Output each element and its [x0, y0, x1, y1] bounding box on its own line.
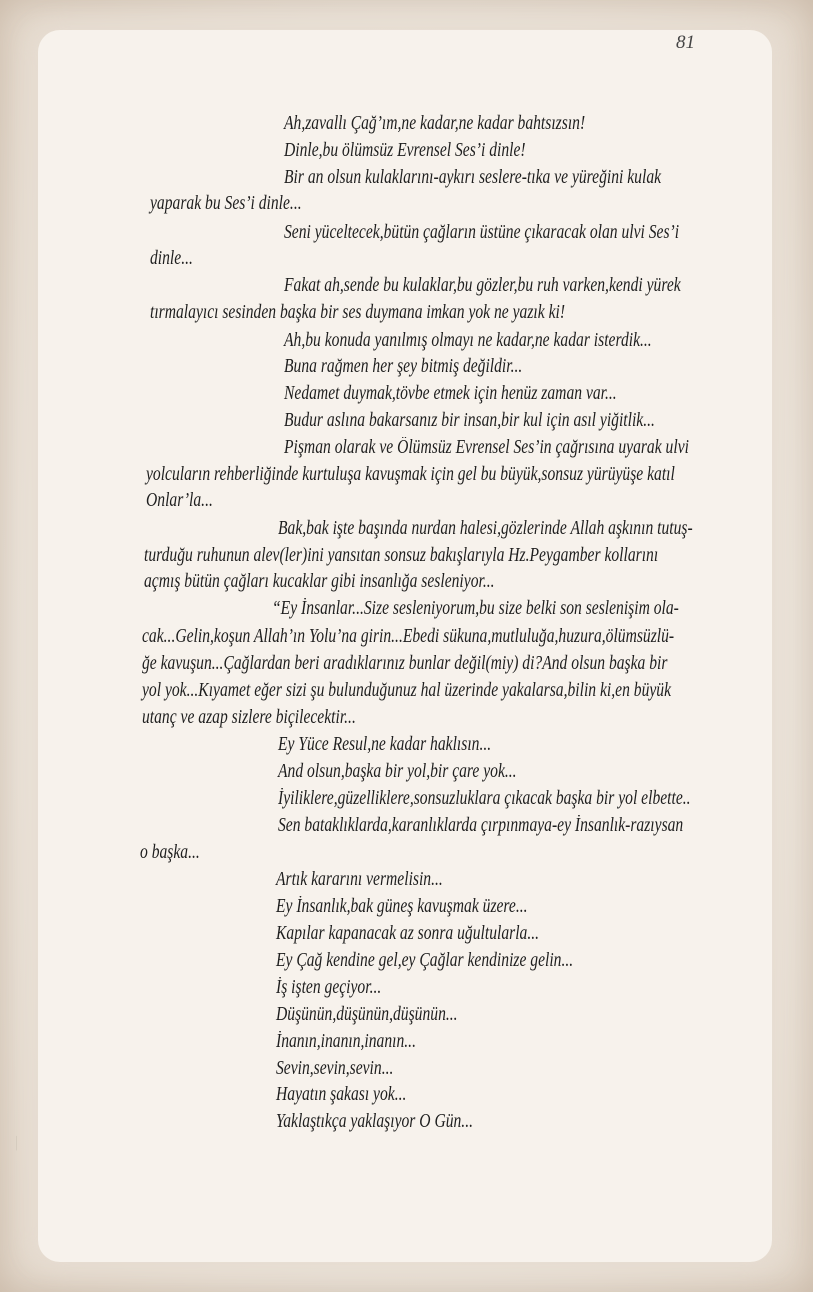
text-line: “Ey İnsanlar...Size sesleniyorum,bu size belki son seslenişim ola- [272, 598, 679, 619]
text-line: tırmalayıcı sesinden başka bir ses duymana imkan yok ne yazık ki! [150, 302, 566, 323]
text-line: yolcuların rehberliğinde kurtuluşa kavuşmak için gel bu büyük,sonsuz yürüyüşe katıl [146, 464, 675, 485]
text-line: Ah,zavallı Çağ’ım,ne kadar,ne kadar bahtsızsın! [284, 113, 586, 134]
margin-scribble-mark: ⸺ [12, 1135, 22, 1151]
text-line: Fakat ah,sende bu kulaklar,bu gözler,bu ruh varken,kendi yürek [284, 275, 681, 296]
text-line: cak...Gelin,koşun Allah’ın Yolu’na girin...Ebedi sükuna,mutluluğa,huzura,ölümsüzlü- [142, 626, 675, 647]
text-line: İş işten geçiyor... [276, 977, 382, 998]
text-line: açmış bütün çağları kucaklar gibi insanlığa sesleniyor... [144, 571, 495, 592]
text-line: yol yok...Kıyamet eğer sizi şu bulunduğunuz hal üzerinde yakalarsa,bilin ki,en büyük [142, 680, 672, 701]
text-line: Hayatın şakası yok... [276, 1084, 407, 1105]
text-line: Ey İnsanlık,bak güneş kavuşmak üzere... [276, 896, 528, 917]
page-number: 81 [676, 32, 695, 53]
text-line: dinle... [150, 248, 193, 269]
text-line: Dinle,bu ölümsüz Evrensel Ses’i dinle! [284, 140, 526, 161]
text-line: Kapılar kapanacak az sonra uğultularla... [276, 923, 540, 944]
text-line: Artık kararını vermelisin... [276, 869, 443, 890]
text-line: Nedamet duymak,tövbe etmek için henüz zaman var... [284, 383, 617, 404]
text-line: Ey Çağ kendine gel,ey Çağlar kendinize gelin... [276, 950, 574, 971]
text-line: Pişman olarak ve Ölümsüz Evrensel Ses’in çağrısına uyarak ulvi [284, 437, 689, 458]
text-line: Bir an olsun kulaklarını-aykırı seslere-tıka ve yüreğini kulak [284, 167, 662, 188]
text-line: yaparak bu Ses’i dinle... [150, 193, 302, 214]
text-line: İnanın,inanın,inanın... [276, 1031, 416, 1052]
text-line: Budur aslına bakarsanız bir insan,bir kul için asıl yiğitlik... [284, 410, 655, 431]
text-line: Sevin,sevin,sevin... [276, 1058, 394, 1079]
text-line: Düşünün,düşünün,düşünün... [276, 1004, 458, 1025]
text-line: Seni yüceltecek,bütün çağların üstüne çıkaracak olan ulvi Ses’i [284, 222, 680, 243]
text-line: Buna rağmen her şey bitmiş değildir... [284, 356, 523, 377]
text-line: Yaklaştıkça yaklaşıyor O Gün... [276, 1111, 474, 1132]
text-line: And olsun,başka bir yol,bir çare yok... [278, 761, 517, 782]
text-line: Ey Yüce Resul,ne kadar haklısın... [278, 734, 492, 755]
text-line: İyiliklere,güzelliklere,sonsuzluklara çıkacak başka bir yol elbette.. [278, 788, 691, 809]
text-line: o başka... [140, 842, 200, 863]
text-line: Ah,bu konuda yanılmış olmayı ne kadar,ne kadar isterdik... [284, 330, 652, 351]
text-line: Onlar’la... [146, 490, 213, 511]
text-line: utanç ve azap sizlere biçilecektir... [142, 707, 356, 728]
text-line: ğe kavuşun...Çağlardan beri aradıklarınız bunlar değil(miy) di?And olsun başka bir [142, 653, 668, 674]
text-line: Sen bataklıklarda,karanlıklarda çırpınmaya-ey İnsanlık-razıysan [278, 815, 684, 836]
text-line: turduğu ruhunun alev(ler)ini yansıtan sonsuz bakışlarıyla Hz.Peygamber kollarını [144, 545, 659, 566]
text-line: Bak,bak işte başında nurdan halesi,gözlerinde Allah aşkının tutuş- [278, 518, 693, 539]
